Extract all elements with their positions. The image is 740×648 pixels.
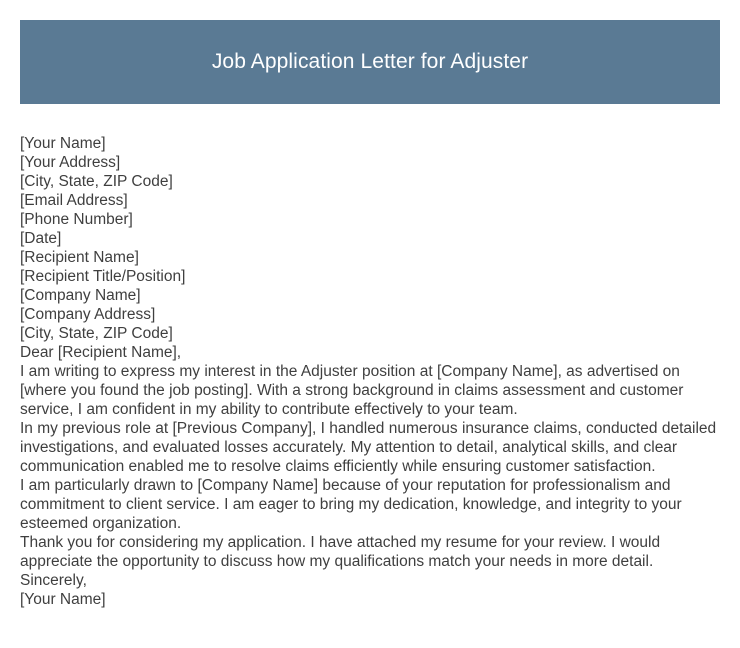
recipient-title: [Recipient Title/Position]: [20, 268, 186, 285]
title-banner: [20, 20, 720, 104]
paragraph-intro: I am writing to express my interest in the Adjuster position at [Company Name], as advertised on [where you found the job posting]. With a strong background in claims assessment and customer service, I am confident in my ability to contribute effectively to your team.: [20, 363, 684, 418]
signature: [Your Name]: [20, 591, 106, 608]
sender-city-state-zip: [City, State, ZIP Code]: [20, 173, 173, 190]
sender-email: [Email Address]: [20, 192, 128, 209]
recipient-address: [Company Address]: [20, 306, 156, 323]
sender-phone: [Phone Number]: [20, 211, 133, 228]
salutation: Dear [Recipient Name],: [20, 344, 182, 361]
letter-date: [Date]: [20, 230, 62, 247]
sender-name: [Your Name]: [20, 135, 106, 152]
paragraph-motivation: I am particularly drawn to [Company Name] because of your reputation for professionalism and commitment to client service. I am eager to bring my dedication, knowledge, and integrity to your esteemed organization.: [20, 477, 682, 532]
sender-address: [Your Address]: [20, 154, 121, 171]
recipient-name: [Recipient Name]: [20, 249, 139, 266]
recipient-company: [Company Name]: [20, 287, 141, 304]
recipient-city-state-zip: [City, State, ZIP Code]: [20, 325, 173, 342]
letter-body: [20, 134, 720, 609]
paragraph-experience: In my previous role at [Previous Company], I handled numerous insurance claims, conducted detailed investigations, and evaluated losses accurately. My attention to detail, analytical skills, and clear communication enabled me to resolve claims efficiently while ensuring customer satisfaction.: [20, 420, 717, 475]
complimentary-close: Sincerely,: [20, 572, 87, 589]
page-title: Job Application Letter for Adjuster: [211, 50, 529, 73]
paragraph-closing: Thank you for considering my application. I have attached my resume for your review. I would appreciate the opportunity to discuss how my qualifications match your needs in more detail.: [20, 534, 661, 570]
